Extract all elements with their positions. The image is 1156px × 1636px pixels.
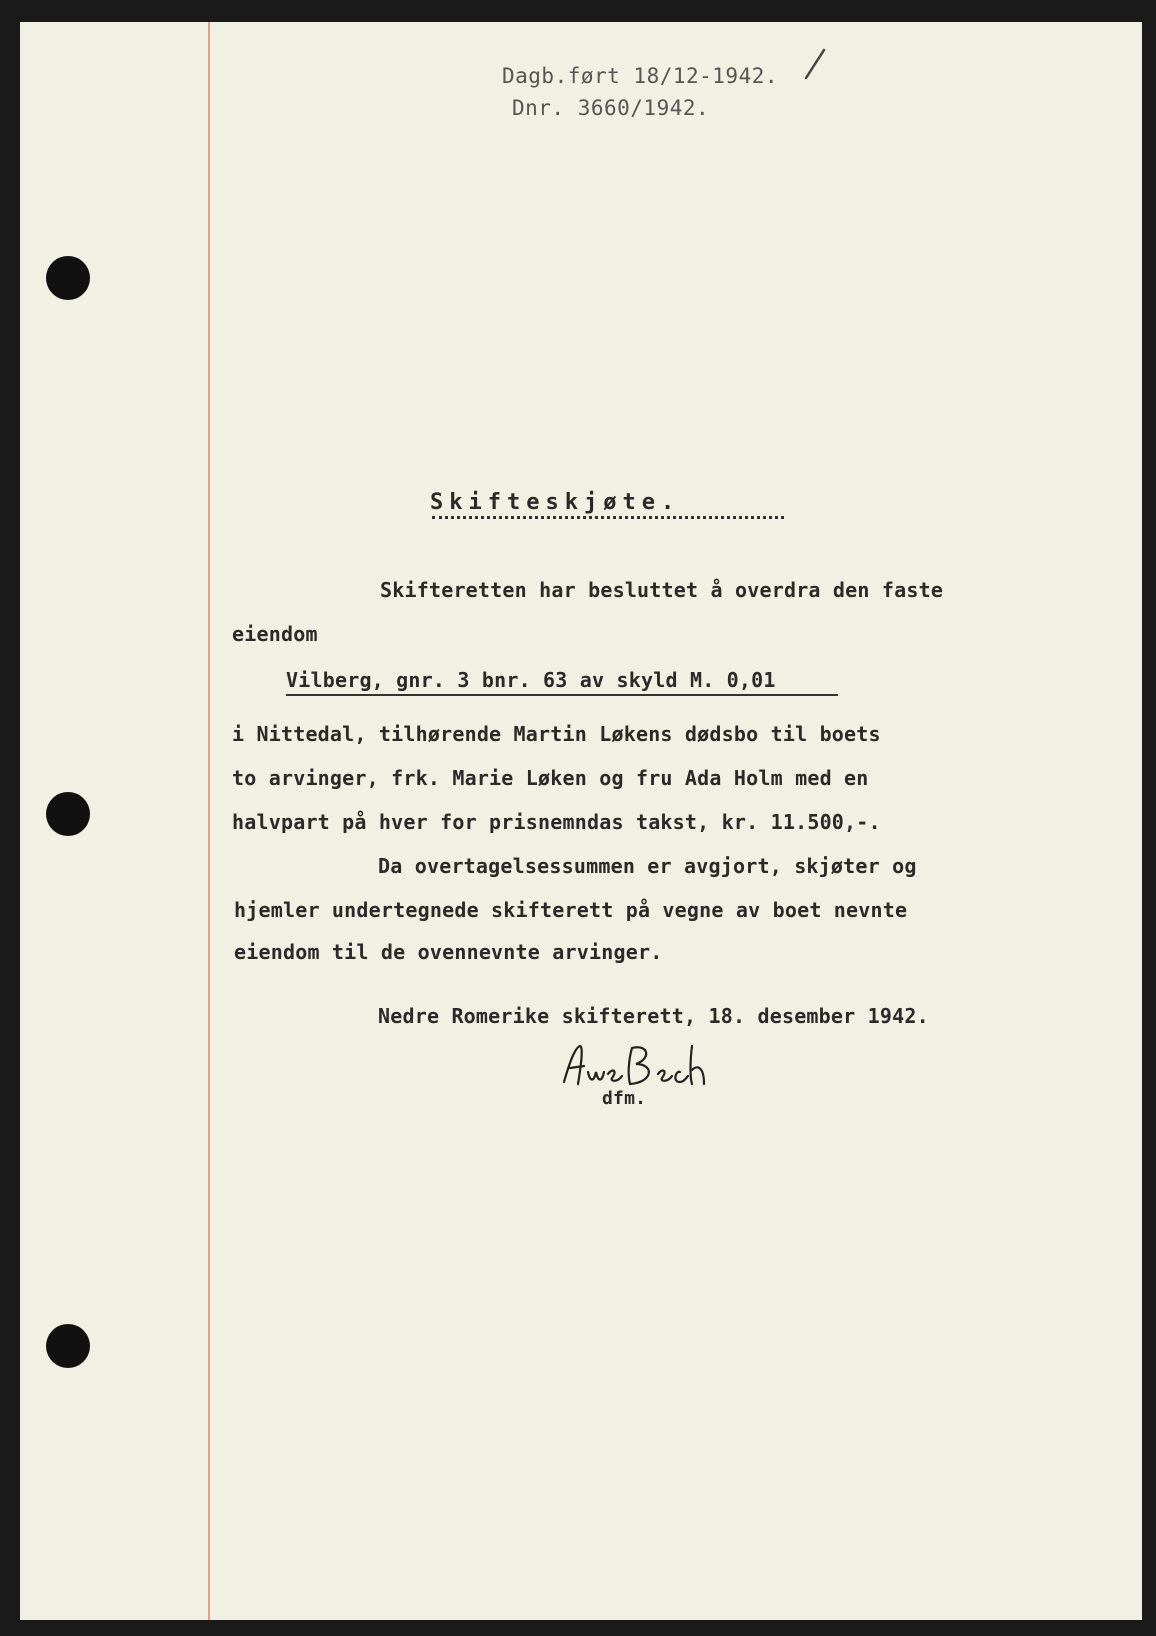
property-line: Vilberg, gnr. 3 bnr. 63 av skyld M. 0,01 bbox=[286, 668, 776, 692]
title-underline bbox=[432, 516, 784, 519]
punch-hole bbox=[46, 1324, 90, 1368]
body-line: to arvinger, frk. Marie Løken og fru Ada Holm med en bbox=[232, 766, 869, 790]
document-title: Skifteskjøte. bbox=[430, 490, 681, 515]
document-page bbox=[20, 22, 1142, 1620]
journal-stamp-date: Dagb.ført 18/12-1942. bbox=[502, 64, 779, 88]
punch-hole bbox=[46, 792, 90, 836]
margin-line bbox=[208, 22, 210, 1620]
property-underline bbox=[286, 694, 838, 696]
punch-hole bbox=[46, 256, 90, 300]
body-line: eiendom bbox=[232, 622, 318, 646]
check-mark-icon bbox=[802, 44, 832, 84]
journal-stamp-number: Dnr. 3660/1942. bbox=[512, 96, 710, 120]
handwritten-signature bbox=[558, 1038, 728, 1094]
body-line: i Nittedal, tilhørende Martin Løkens dødsbo til boets bbox=[232, 722, 881, 746]
body-line: halvpart på hver for prisnemndas takst, kr. 11.500,-. bbox=[232, 810, 881, 834]
body-line: Da overtagelsessummen er avgjort, skjøter og bbox=[378, 854, 917, 878]
place-date-line: Nedre Romerike skifterett, 18. desember 1942. bbox=[378, 1004, 929, 1028]
body-line: hjemler undertegnede skifterett på vegne av boet nevnte bbox=[234, 898, 908, 922]
signature-title: dfm. bbox=[602, 1088, 647, 1109]
body-line: eiendom til de ovennevnte arvinger. bbox=[234, 940, 663, 964]
body-line: Skifteretten har besluttet å overdra den faste bbox=[380, 578, 944, 602]
